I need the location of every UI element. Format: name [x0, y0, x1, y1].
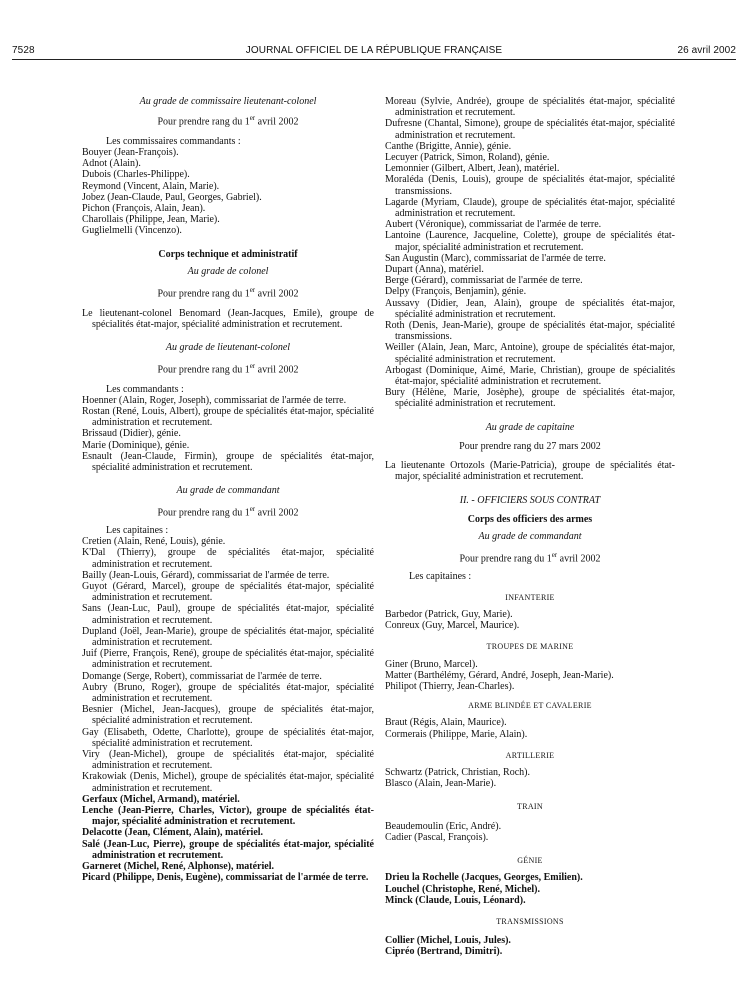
list-item: Cretien (Alain, René, Louis), génie.	[82, 536, 226, 548]
list-item: Adnot (Alain).	[82, 158, 141, 170]
list-item: Krakowiak (Denis, Michel), groupe de spécialités état-major, spécialité administration et recrutement.	[82, 771, 374, 794]
list-item: Lagarde (Myriam, Claude), groupe de spécialités état-major, spécialité administration et recrutement.	[385, 196, 675, 220]
spacer	[82, 376, 374, 384]
grade-heading: Au grade de capitaine	[485, 421, 575, 433]
list-item: Drieu la Rochelle (Jacques, Georges, Emilien).	[385, 872, 583, 884]
list-item: Delacotte (Jean, Clément, Alain), matériel.	[82, 827, 264, 839]
list-item: Bailly (Jean-Louis, Gérard), commissariat de l'armée de terre.	[82, 569, 330, 581]
list-item: Pichon (François, Alain, Jean).	[82, 202, 206, 214]
spacer	[385, 483, 675, 495]
branch-heading: TRANSMISSIONS	[496, 916, 564, 926]
branch-heading: ARME BLINDÉE ET CAVALERIE	[468, 701, 592, 711]
spacer	[82, 237, 374, 249]
list-item: Le lieutenant-colonel Benomard (Jean-Jacques, Emile), groupe de spécialités état-major, spécialité administration et recrutement.	[82, 307, 374, 330]
list-item: Blasco (Alain, Jean-Marie).	[385, 778, 497, 790]
rank-date: Pour prendre rang du 1er avril 2002	[157, 505, 299, 519]
list-item: Gerfaux (Michel, Armand), matériel.	[82, 793, 240, 805]
spacer	[385, 692, 675, 700]
page-header	[12, 45, 736, 59]
list-item: Cormerais (Philippe, Marie, Alain).	[385, 728, 528, 740]
rank-date: Pour prendre rang du 1er avril 2002	[157, 362, 299, 376]
list-item: Matter (Barthélémy, Gérard, André, Joseph, Jean-Marie).	[385, 669, 614, 681]
spacer	[82, 473, 374, 485]
list-item: Lecuyer (Patrick, Simon, Roland), génie.	[385, 152, 550, 164]
spacer	[385, 452, 675, 460]
left-column	[82, 96, 374, 884]
grade-heading: Au grade de commandant	[176, 485, 280, 497]
list-item: Louchel (Christophe, René, Michel).	[385, 883, 540, 895]
header-rule	[12, 59, 736, 60]
list-item: Roth (Denis, Jean-Marie), groupe de spécialités état-major, spécialité transmissions.	[385, 320, 675, 343]
list-item: Cipréo (Bertrand, Dimitri).	[385, 946, 503, 958]
rank-date: Pour prendre rang du 1er avril 2002	[459, 551, 601, 565]
spacer	[82, 330, 374, 342]
list-item: Juif (Pierre, François, René), groupe de spécialités état-major, spécialité administration et recrutement.	[82, 648, 374, 671]
spacer	[385, 927, 675, 935]
rank-date: Pour prendre rang du 1er avril 2002	[157, 114, 299, 128]
list-intro: Les commissaires commandants :	[106, 135, 241, 147]
corps-heading: Corps technique et administratif	[158, 248, 298, 260]
list-item: Dufresne (Chantal, Simone), groupe de spécialités état-major, spécialité administration et recrutement.	[385, 118, 675, 141]
spacer	[385, 813, 675, 821]
list-item: Bouyer (Jean-François).	[82, 146, 179, 158]
spacer	[385, 582, 675, 592]
list-item: Salé (Jean-Luc, Pierre), groupe de spécialités état-major, spécialité administration et recrutement.	[82, 838, 374, 861]
branch-heading: TROUPES DE MARINE	[486, 642, 574, 652]
journal-title: JOURNAL OFFICIEL DE LA RÉPUBLIQUE FRANÇAISE	[245, 45, 503, 56]
list-item: Lantoine (Laurence, Jacqueline, Colette), groupe de spécialités état-major, spécialité administration et recrutement.	[385, 230, 675, 253]
issue-date: 26 avril 2002	[677, 45, 736, 56]
spacer	[82, 353, 374, 361]
list-item: Canthe (Brigitte, Annie), génie.	[385, 140, 512, 152]
spacer	[82, 496, 374, 504]
list-item: Conreux (Guy, Marcel, Maurice).	[385, 620, 520, 632]
branch-heading: TRAIN	[517, 802, 543, 812]
spacer	[385, 631, 675, 641]
branch-heading: ARTILLERIE	[505, 750, 555, 760]
spacer	[385, 506, 675, 514]
list-item: Hoenner (Alain, Roger, Joseph), commissariat de l'armée de terre.	[82, 394, 347, 406]
rank-date: Pour prendre rang du 1er avril 2002	[157, 285, 299, 300]
list-item: Bury (Hélène, Marie, Josèphe), groupe de spécialités état-major, spécialité administration et recrutement.	[385, 387, 675, 410]
list-intro: Les capitaines :	[106, 525, 169, 536]
list-item: Cadier (Pascal, François).	[385, 831, 489, 843]
list-item: Weiller (Alain, Jean, Marc, Antoine), groupe de spécialités état-major, spécialité administration et recrutement.	[385, 342, 675, 365]
list-item: Viry (Jean-Michel), groupe de spécialités état-major, spécialité administration et recrutement.	[82, 749, 374, 772]
list-item: K'Dal (Thierry), groupe de spécialités état-major, spécialité administration et recrutement.	[82, 547, 374, 570]
grade-heading: Au grade de colonel	[187, 265, 269, 277]
corps-heading: Corps des officiers des armes	[467, 513, 593, 525]
list-item: Domange (Serge, Robert), commissariat de l'armée de terre.	[82, 670, 322, 682]
list-item: Charollais (Philippe, Jean, Marie).	[82, 214, 220, 226]
list-item: Jobez (Jean-Claude, Paul, Georges, Gabriel).	[82, 191, 262, 203]
grade-heading: Au grade de commissaire lieutenant-colonel	[139, 96, 317, 107]
list-item: Collier (Michel, Louis, Jules).	[385, 935, 511, 947]
list-item: Guglielmelli (Vincenzo).	[82, 225, 182, 237]
list-item: Braut (Régis, Alain, Maurice).	[385, 717, 507, 729]
list-item: Lenche (Jean-Pierre, Charles, Victor), groupe de spécialités état-major, spécialité administration et recrutement.	[82, 805, 374, 828]
list-item: Arbogast (Dominique, Aimé, Marie, Christian), groupe de spécialités état-major, spécialité administration et recrutement.	[385, 364, 675, 388]
list-item: Moraléda (Denis, Louis), groupe de spécialités état-major, spécialité transmissions.	[385, 174, 675, 197]
spacer	[385, 906, 675, 916]
list-item: Barbedor (Patrick, Guy, Marie).	[385, 609, 513, 621]
list-item: Rostan (René, Louis, Albert), groupe de spécialités état-major, spécialité administration et recrutement.	[82, 406, 374, 429]
list-item: La lieutenante Ortozols (Marie-Patricia), groupe de spécialités état-major, spécialité administration et recrutement.	[385, 460, 675, 483]
list-item: Delpy (François, Benjamin), génie.	[385, 286, 527, 298]
list-item: Berge (Gérard), commissariat de l'armée de terre.	[385, 275, 583, 287]
list-item: San Augustin (Marc), commissariat de l'armée de terre.	[385, 252, 606, 264]
list-item: Giner (Bruno, Marcel).	[385, 658, 478, 670]
section-heading: II. - OFFICIERS SOUS CONTRAT	[459, 494, 601, 506]
list-item: Lemonnier (Gilbert, Albert, Jean), matériel.	[385, 163, 560, 175]
list-item: Beaudemoulin (Eric, André).	[385, 820, 502, 832]
list-item: Garneret (Michel, René, Alphonse), matériel.	[82, 861, 274, 873]
spacer	[385, 433, 675, 441]
right-column	[385, 96, 675, 958]
list-item: Guyot (Gérard, Marcel), groupe de spécialités état-major, spécialité administration et recrutement.	[82, 581, 374, 604]
list-item: Brissaud (Didier), génie.	[82, 428, 181, 440]
list-item: Schwartz (Patrick, Christian, Roch).	[385, 767, 530, 779]
list-item: Aubert (Véronique), commissariat de l'armée de terre.	[385, 219, 602, 231]
list-item: Besnier (Michel, Jean-Jacques), groupe de spécialités état-major, spécialité administration et recrutement.	[82, 704, 374, 727]
spacer	[385, 740, 675, 750]
page-number: 7528	[12, 45, 35, 56]
list-intro: Les capitaines :	[409, 570, 472, 582]
spacer	[82, 277, 374, 285]
branch-heading: GÉNIE	[517, 856, 543, 866]
branch-heading: INFANTERIE	[505, 592, 555, 602]
list-item: Philipot (Thierry, Jean-Charles).	[385, 681, 515, 693]
list-item: Reymond (Vincent, Alain, Marie).	[82, 180, 220, 192]
list-item: Esnault (Jean-Claude, Firmin), groupe de spécialités état-major, spécialité administration et recrutement.	[82, 450, 374, 474]
list-item: Aussavy (Didier, Jean, Alain), groupe de spécialités état-major, spécialité administration et recrutement.	[385, 297, 675, 320]
list-item: Gay (Elisabeth, Odette, Charlotte), groupe de spécialités état-major, spécialité administration et recrutement.	[82, 726, 374, 749]
list-item: Minck (Claude, Louis, Léonard).	[385, 894, 526, 906]
grade-heading: Au grade de commandant	[478, 530, 582, 542]
list-intro: Les commandants :	[106, 383, 184, 395]
list-item: Aubry (Bruno, Roger), groupe de spécialités état-major, spécialité administration et recrutement.	[82, 681, 374, 705]
list-item: Dupart (Anna), matériel.	[385, 264, 484, 276]
list-item: Sans (Jean-Luc, Paul), groupe de spécialités état-major, spécialité administration et recrutement.	[82, 603, 374, 626]
list-item: Moreau (Sylvie, Andrée), groupe de spécialités état-major, spécialité administration et recrutement.	[385, 96, 675, 119]
spacer	[385, 542, 675, 550]
list-item: Dubois (Charles-Philippe).	[82, 169, 190, 181]
list-item: Marie (Dominique), génie.	[82, 439, 190, 451]
rank-date: Pour prendre rang du 27 mars 2002	[459, 440, 601, 452]
spacer	[385, 410, 675, 422]
grade-heading: Au grade de lieutenant-colonel	[165, 341, 291, 353]
spacer	[82, 128, 374, 136]
list-item: Dupland (Joël, Jean-Marie), groupe de spécialités état-major, spécialité administration et recrutement.	[82, 625, 374, 649]
spacer	[385, 843, 675, 855]
spacer	[82, 300, 374, 308]
spacer	[385, 789, 675, 801]
list-item: Picard (Philippe, Denis, Eugène), commissariat de l'armée de terre.	[82, 872, 369, 884]
